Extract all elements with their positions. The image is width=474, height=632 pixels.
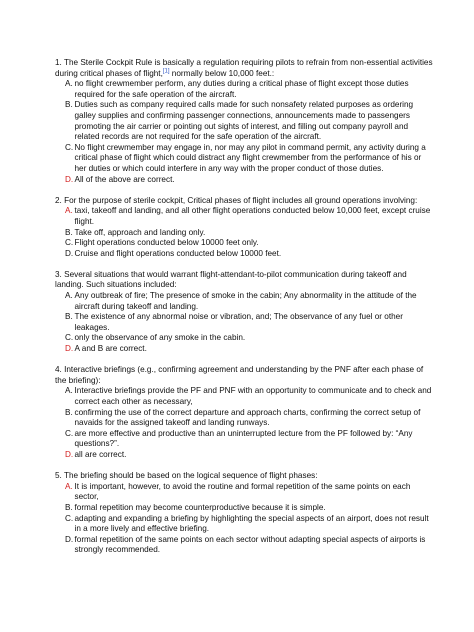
option-text: formal repetition may become counterproductive because it is simple. bbox=[74, 502, 326, 512]
option-letter: B. bbox=[65, 312, 73, 322]
answer-option bbox=[55, 206, 434, 227]
option-text: All of the above are correct. bbox=[74, 174, 175, 184]
option-text: only the observance of any smoke in the cabin. bbox=[74, 333, 246, 343]
option-letter: A. bbox=[65, 291, 73, 301]
answer-option bbox=[55, 175, 434, 186]
option-list bbox=[55, 482, 434, 556]
option-letter: A. bbox=[65, 79, 73, 89]
correct-option-letter: D. bbox=[65, 174, 74, 184]
option-text: formal repetition of the same points on each sector without adapting special aspects of airports is strongly recommended. bbox=[74, 534, 426, 555]
option-letter: C. bbox=[65, 238, 74, 248]
option-letter: C. bbox=[65, 142, 74, 152]
option-letter: D. bbox=[65, 534, 74, 544]
option-text: The existence of any abnormal noise or vibration, and; The observance of any fuel or other leakages. bbox=[74, 312, 403, 332]
option-list bbox=[55, 206, 434, 259]
footnote-link[interactable]: [1] bbox=[162, 67, 170, 74]
correct-option-letter: D. bbox=[65, 344, 74, 354]
question-stem bbox=[55, 58, 434, 79]
question-4 bbox=[55, 365, 434, 460]
option-letter: C. bbox=[65, 333, 74, 343]
question-text: 1. The Sterile Cockpit Rule is basically a regulation requiring pilots to refrain from non-essential activities during critical phases of flight, bbox=[55, 58, 433, 78]
question-stem bbox=[55, 471, 434, 482]
option-letter: B. bbox=[65, 407, 73, 417]
question-list bbox=[55, 58, 434, 556]
option-letter: A. bbox=[65, 386, 73, 396]
answer-option bbox=[55, 249, 434, 260]
question-text: 5. The briefing should be based on the logical sequence of flight phases: bbox=[55, 471, 318, 481]
question-stem bbox=[55, 365, 434, 386]
answer-option bbox=[55, 143, 434, 175]
question-1 bbox=[55, 58, 434, 185]
option-letter: B. bbox=[65, 502, 73, 512]
option-text: No flight crewmember may engage in, nor may any pilot in command permit, any activity during a critical phase of flight which could distract any flight crewmember from the performance of his or her duties or which could interfere in any way with the proper conduct of those duties. bbox=[74, 142, 426, 173]
answer-option bbox=[55, 386, 434, 407]
correct-option-letter: D. bbox=[65, 449, 74, 459]
answer-option bbox=[55, 333, 434, 344]
answer-option bbox=[55, 482, 434, 503]
answer-option bbox=[55, 503, 434, 514]
answer-option bbox=[55, 79, 434, 100]
option-text: adapting and expanding a briefing by highlighting the special aspects of an airport, does not result in a more lively and effective briefing. bbox=[74, 513, 429, 534]
question-text: 2. For the purpose of sterile cockpit, Critical phases of flight includes all ground operations involving: bbox=[55, 195, 418, 205]
option-letter: B. bbox=[65, 227, 73, 237]
answer-option bbox=[55, 238, 434, 249]
answer-option bbox=[55, 291, 434, 312]
option-text: taxi, takeoff and landing, and all other flight operations conducted below 10,000 feet, except cruise flight. bbox=[74, 206, 431, 226]
option-letter: D. bbox=[65, 248, 74, 258]
question-3 bbox=[55, 270, 434, 355]
question-text: 3. Several situations that would warrant flight-attendant-to-pilot communication during takeoff and landing. Such situations included: bbox=[55, 269, 407, 290]
answer-option bbox=[55, 408, 434, 429]
answer-option bbox=[55, 535, 434, 556]
answer-option bbox=[55, 228, 434, 239]
option-text: It is important, however, to avoid the routine and formal repetition of the same points on each sector, bbox=[74, 481, 411, 502]
option-text: Flight operations conducted below 10000 feet only. bbox=[74, 238, 259, 248]
option-text: A and B are correct. bbox=[74, 344, 147, 354]
option-list bbox=[55, 79, 434, 185]
question-text-continued: normally below 10,000 feet.: bbox=[169, 68, 275, 78]
question-2 bbox=[55, 196, 434, 260]
option-list bbox=[55, 386, 434, 460]
option-text: are more effective and productive than an uninterrupted lecture from the PF followed by: “Any questions?”. bbox=[74, 428, 413, 449]
option-letter: C. bbox=[65, 513, 74, 523]
option-text: Interactive briefings provide the PF and PNF with an opportunity to communicate and to check and correct each other as necessary, bbox=[74, 386, 432, 406]
option-text: confirming the use of the correct departure and approach charts, confirming the correct setup of navaids for the assigned takeoff and landing runways. bbox=[74, 407, 421, 428]
answer-option bbox=[55, 100, 434, 142]
option-text: Take off, approach and landing only. bbox=[74, 227, 206, 237]
answer-option bbox=[55, 514, 434, 535]
option-text: Duties such as company required calls made for such nonsafety related purposes as ordering galley supplies and confirming passenger connections, announcements made to passengers promoting the air carrier or pointing out sights of interest, and filling out company payroll and related records are not required for the safe operation of the aircraft. bbox=[74, 100, 414, 142]
option-text: no flight crewmember perform, any duties during a critical phase of flight except those duties required for the safe operation of the aircraft. bbox=[74, 79, 409, 99]
question-text: 4. Interactive briefings (e.g., confirming agreement and understanding by the PNF after each phase of the briefing): bbox=[55, 365, 424, 385]
option-letter: B. bbox=[65, 100, 73, 110]
answer-option bbox=[55, 429, 434, 450]
option-letter: C. bbox=[65, 428, 74, 438]
correct-option-letter: A. bbox=[65, 206, 73, 216]
answer-option bbox=[55, 312, 434, 333]
question-5 bbox=[55, 471, 434, 556]
question-stem bbox=[55, 196, 434, 207]
answer-option bbox=[55, 344, 434, 355]
option-text: Any outbreak of fire; The presence of smoke in the cabin; Any abnormality in the attitude of the aircraft during takeoff and landing. bbox=[74, 291, 417, 311]
answer-option bbox=[55, 450, 434, 461]
correct-option-letter: A. bbox=[65, 481, 73, 491]
question-stem bbox=[55, 270, 434, 291]
option-list bbox=[55, 291, 434, 355]
option-text: all are correct. bbox=[74, 449, 127, 459]
option-text: Cruise and flight operations conducted below 10000 feet. bbox=[74, 248, 282, 258]
